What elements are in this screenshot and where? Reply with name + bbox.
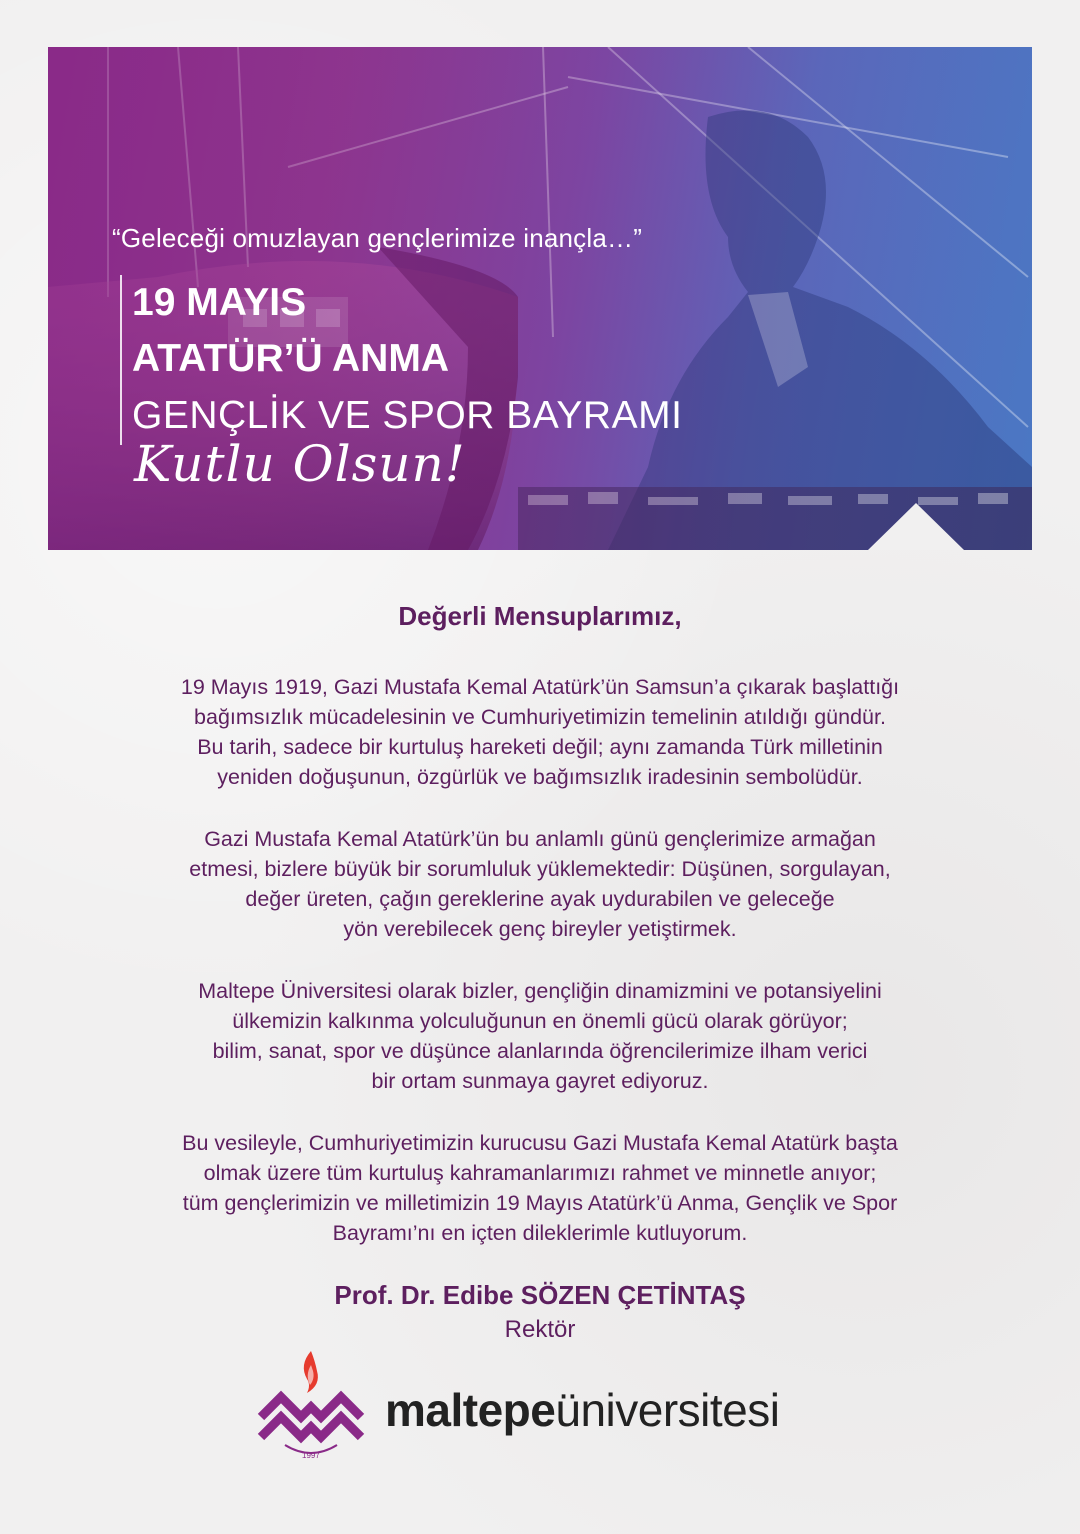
paragraph-line: bilim, sanat, spor ve düşünce alanlarında öğrencilerimize ilham verici bbox=[212, 1039, 868, 1063]
banner-title-line-1: 19 MAYIS bbox=[132, 281, 307, 324]
paragraph-line: tüm gençlerimizin ve milletimizin 19 Mayıs Atatürk’ü Anma, Gençlik ve Spor bbox=[182, 1191, 898, 1215]
paragraph-line: yeniden doğuşunun, özgürlük ve bağımsızlık iradesinin sembolüdür. bbox=[217, 765, 863, 789]
paragraph-line: ülkemizin kalkınma yolculuğunun en önemli gücü olarak görüyor; bbox=[232, 1009, 848, 1033]
paragraph-line: olmak üzere tüm kurtuluş kahramanlarımızı rahmet ve minnetle anıyor; bbox=[203, 1161, 877, 1185]
letter-paragraph bbox=[40, 976, 1040, 1096]
letter-paragraph bbox=[40, 1128, 1040, 1248]
paragraph-line: değer üreten, çağın gereklerine ayak uydurabilen ve geleceğe bbox=[245, 887, 835, 911]
letter-body bbox=[40, 598, 1040, 1280]
banner-title-line-2: ATATÜR’Ü ANMA bbox=[132, 337, 449, 380]
paragraph-line: Bayramı’nı en içten dileklerimle kutluyorum. bbox=[332, 1221, 748, 1245]
letter-paragraph bbox=[40, 824, 1040, 944]
wordmark-bold: maltepe bbox=[385, 1384, 556, 1436]
hero-banner bbox=[48, 47, 1032, 550]
banner-title-block bbox=[120, 275, 682, 445]
signature-name: Prof. Dr. Edibe SÖZEN ÇETİNTAŞ bbox=[334, 1280, 746, 1310]
wordmark-light: üniversitesi bbox=[555, 1384, 780, 1436]
paragraph-line: yön verebilecek genç bireyler yetiştirmek. bbox=[343, 917, 737, 941]
paragraph-line: 19 Mayıs 1919, Gazi Mustafa Kemal Atatürk’ün Samsun’a çıkarak başlattığı bbox=[180, 675, 900, 699]
logo-year: 1997 bbox=[302, 1451, 320, 1460]
paragraph-line: Maltepe Üniversitesi olarak bizler, gençliğin dinamizmini ve potansiyelini bbox=[198, 979, 882, 1003]
banner-title-line-3: GENÇLİK VE SPOR BAYRAMI bbox=[132, 394, 683, 437]
paragraph-line: Gazi Mustafa Kemal Atatürk’ün bu anlamlı günü gençlerimize armağan bbox=[204, 827, 876, 851]
paragraph-line: etmesi, bizlere büyük bir sorumluluk yüklemektedir: Düşünen, sorgulayan, bbox=[189, 857, 891, 881]
paragraph-line: Bu vesileyle, Cumhuriyetimizin kurucusu Gazi Mustafa Kemal Atatürk başta bbox=[182, 1131, 898, 1155]
university-wordmark bbox=[385, 1383, 779, 1437]
paragraph-line: bağımsızlık mücadelesinin ve Cumhuriyetimizin temelinin atıldığı gündür. bbox=[194, 705, 886, 729]
banner-quote: “Geleceği omuzlayan gençlerimize inançla…” bbox=[112, 223, 643, 253]
paragraph-line: bir ortam sunmaya gayret ediyoruz. bbox=[371, 1069, 709, 1093]
letter-paragraph bbox=[40, 672, 1040, 792]
paragraph-line: Bu tarih, sadece bir kurtuluş hareketi değil; aynı zamanda Türk milletinin bbox=[197, 735, 883, 759]
letter-greeting: Değerli Mensuplarımız, bbox=[398, 601, 682, 631]
banner-script-greeting: Kutlu Olsun! bbox=[134, 435, 466, 493]
signature-title: Rektör bbox=[504, 1316, 576, 1343]
